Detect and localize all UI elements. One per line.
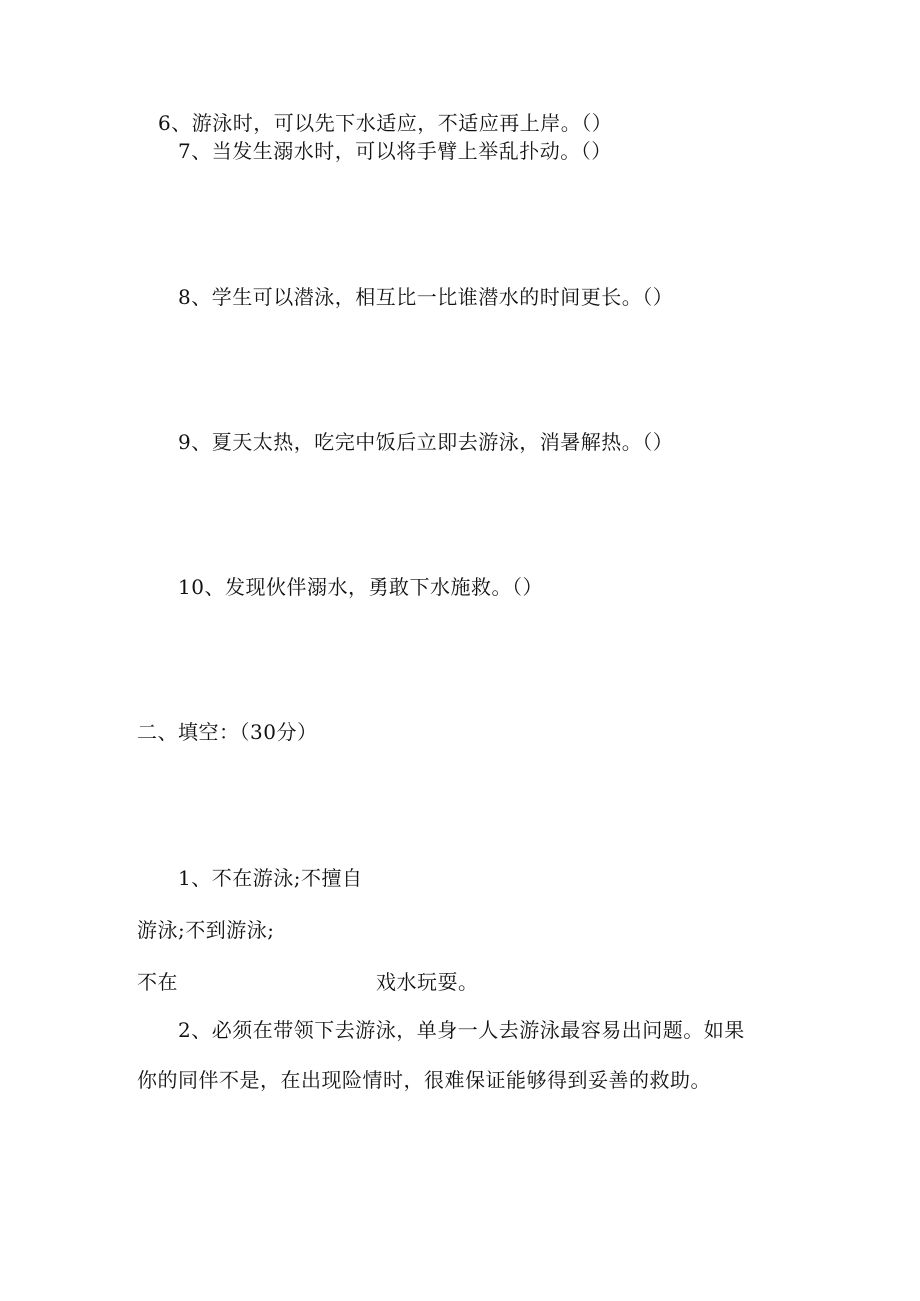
- section-heading-fill-in: 二、填空：（30分）: [137, 720, 318, 744]
- question-10: 10、发现伙伴溺水，勇敢下水施救。（）: [178, 575, 543, 599]
- fill-item-2-line-2: 你的同伴不是，在出现险情时，很难保证能够得到妥善的救助。: [137, 1068, 711, 1092]
- fill-item-2-line-1: 2、必须在带领下去游泳，单身一人去游泳最容易出问题。如果: [178, 1018, 745, 1042]
- fill-item-1-line-2: 游泳;不到游泳;: [137, 918, 275, 942]
- question-7: 7、当发生溺水时，可以将手臂上举乱扑动。（）: [178, 139, 612, 163]
- fill-item-1-line-1: 1、不在游泳;不擅自: [178, 866, 363, 890]
- question-6: 6、游泳时，可以先下水适应，不适应再上岸。（）: [158, 111, 613, 135]
- fill-item-1-line-3-end: 戏水玩耍。: [376, 970, 479, 994]
- question-9: 9、夏天太热，吃完中饭后立即去游泳，消暑解热。（）: [178, 430, 674, 454]
- question-8: 8、学生可以潜泳，相互比一比谁潜水的时间更长。（）: [178, 285, 674, 309]
- fill-item-1-line-3-start: 不在: [137, 970, 178, 994]
